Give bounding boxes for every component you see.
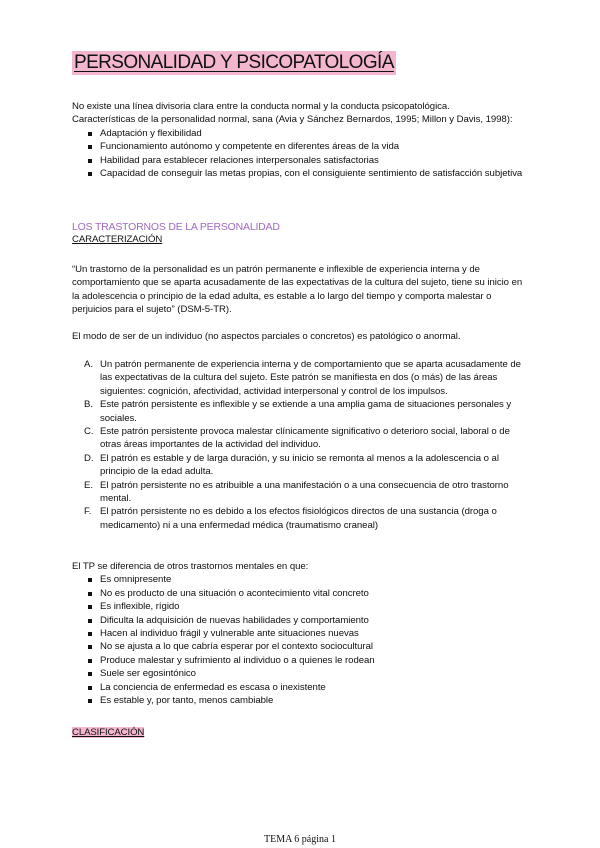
criteria-list [72, 358, 532, 532]
criterion-item [72, 452, 532, 479]
list-item: Hacen al individuo frágil y vulnerable ante situaciones nuevas [72, 627, 532, 640]
list-item: Es estable y, por tanto, menos cambiable [72, 694, 532, 707]
criterion-text: Este patrón persistente provoca malestar clínicamente significativo o deterioro social, laboral o de otras áreas importantes de la actividad del individuo. [100, 426, 510, 451]
differences-list [72, 573, 532, 707]
criterion-item [72, 479, 532, 506]
mode-text-block [72, 330, 532, 343]
criterion-text: El patrón persistente no es debido a los efectos fisiológicos directos de una sustancia (droga o medicamento) ni a una enfermedad médica (traumatismo craneal) [100, 506, 497, 531]
criterion-text: El patrón es estable y de larga duración, y su inicio se remonta al menos a la adolescencia o al principio de la edad adulta. [100, 452, 499, 478]
criterion-item [72, 358, 532, 398]
criterion-item [72, 398, 532, 425]
list-item: Capacidad de conseguir las metas propias, con el consiguiente sentimiento de satisfacción subjetiva [72, 167, 532, 180]
criterion-item [72, 425, 532, 452]
criterion-item [72, 505, 532, 532]
criterion-marker: B. [84, 399, 93, 411]
intro-block [72, 100, 532, 180]
page-footer: TEMA 6 página 1 [264, 834, 336, 845]
criterion-marker: E. [84, 479, 93, 491]
quote-text: “Un trastorno de la personalidad es un patrón permanente e inflexible de experiencia interna y de comportamiento que se aparta acusadamente de las expectativas de la cultura del sujeto, tiene su inicio en la adolescencia o principio de la edad adulta, es estable a lo largo del tiempo y comporta malestar o perjuicios para el sujeto” (DSM-5-TR). [72, 264, 523, 316]
criteria-block [72, 358, 532, 532]
criterion-marker: D. [84, 452, 94, 464]
list-item: No es producto de una situación o acontecimiento vital concreto [72, 587, 532, 600]
list-item: No se ajusta a lo que cabría esperar por el contexto sociocultural [72, 640, 532, 653]
mode-text: El modo de ser de un individuo (no aspectos parciales o concretos) es patológico o anormal. [72, 331, 461, 342]
intro-line-1: No existe una línea divisoria clara entre la conducta normal y la conducta psicopatológica. [72, 101, 450, 112]
list-item: Es omnipresente [72, 573, 532, 586]
criterion-text: El patrón persistente no es atribuible a una manifestación o a una consecuencia de otro trastorno mental. [100, 479, 509, 505]
list-item: Habilidad para establecer relaciones interpersonales satisfactorias [72, 154, 532, 167]
criterion-text: Este patrón persistente es inflexible y se extiende a una amplia gama de situaciones personales y sociales. [100, 399, 512, 424]
differences-intro: El TP se diferencia de otros trastornos mentales en que: [72, 561, 309, 572]
dsm-quote [72, 263, 532, 317]
criterion-marker: A. [84, 359, 93, 370]
criterion-marker: C. [84, 426, 94, 438]
page-title: PERSONALIDAD Y PSICOPATOLOGÍA [74, 51, 394, 73]
criterion-text: Un patrón permanente de experiencia interna y de comportamiento que se aparta acusadamente de las expectativas de la cultura del sujeto. Este patrón se manifiesta en dos (o más) de las áreas siguientes: cognición, afectividad, actividad interpersonal y control de los impulsos. [100, 359, 521, 397]
section-heading-block [72, 221, 532, 245]
subheading-caracterizacion: CARACTERIZACIÓN [72, 234, 163, 245]
differences-block [72, 560, 532, 707]
section-heading: LOS TRASTORNOS DE LA PERSONALIDAD [72, 221, 280, 233]
subheading-clasificacion: CLASIFICACIÓN [72, 727, 145, 738]
list-item: Es inflexible, rígido [72, 600, 532, 613]
criterion-marker: F. [84, 506, 92, 518]
list-item: Funcionamiento autónomo y competente en diferentes áreas de la vida [72, 140, 532, 153]
list-item: Suele ser egosintónico [72, 667, 532, 680]
intro-line-2: Características de la personalidad normal, sana (Avia y Sánchez Bernardos, 1995; Millon y Davis, 1998): [72, 114, 513, 126]
list-item: La conciencia de enfermedad es escasa o inexistente [72, 681, 532, 694]
list-item: Adaptación y flexibilidad [72, 127, 532, 140]
list-item: Produce malestar y sufrimiento al individuo o a quienes le rodean [72, 654, 532, 667]
intro-bullet-list [72, 127, 532, 181]
list-item: Dificulta la adquisición de nuevas habilidades y comportamiento [72, 614, 532, 627]
clasificacion-block [72, 722, 532, 740]
